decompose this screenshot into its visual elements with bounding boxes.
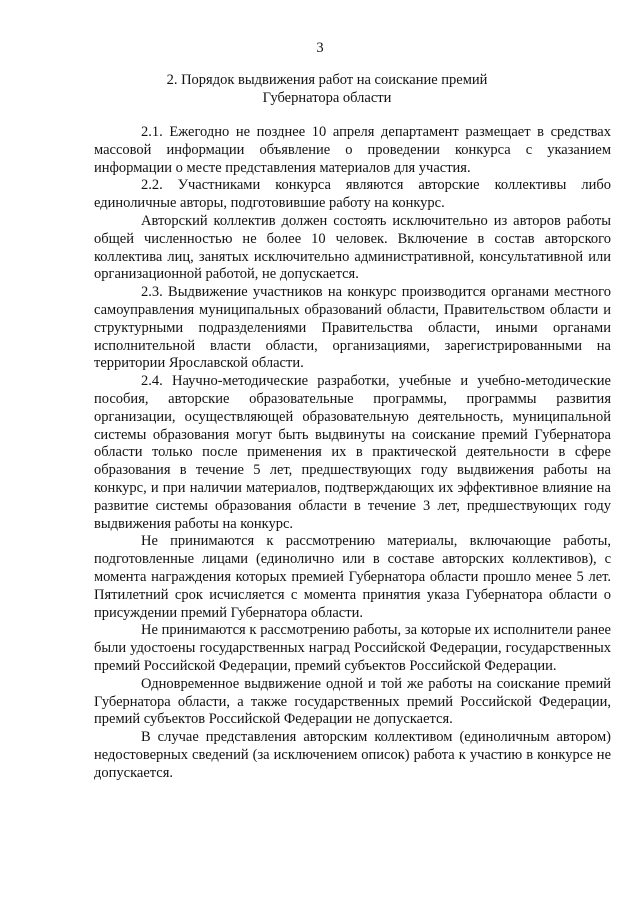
paragraph-simultaneous-nomination: Одновременное выдвижение одной и той же работы на соискание премий Губернатора области, а также государственных премий Российской Федерации, премий субъектов Российской Федерации не допускается. xyxy=(94,675,611,728)
section-body xyxy=(94,124,611,782)
paragraph-false-information: В случае представления авторским коллективом (единоличным автором) недостоверных сведений (за исключением описок) работа к участию в конкурсе не допускается. xyxy=(94,729,611,781)
section-title-line-1: 2. Порядок выдвижения работ на соискание премий xyxy=(166,72,488,88)
paragraph-2-1: 2.1. Ежегодно не позднее 10 апреля департамент размещает в средствах массовой информации объявление о проведении конкурса с указанием информации о месте представления материалов для участия. xyxy=(94,124,611,176)
paragraph-2-3: 2.3. Выдвижение участников на конкурс производится органами местного самоуправления муниципальных образований области, Правительством области и структурными подразделениями Правительства области, иными органами исполнительной власти области, организациями, зарегистрированными на территории Ярославской области. xyxy=(94,284,611,372)
paragraph-not-accepted-works: Не принимаются к рассмотрению работы, за которые их исполнители ранее были удостоены государственных наград Российской Федерации, государственных премий Российской Федерации, премий субъектов Российской Федерации. xyxy=(94,622,611,674)
paragraph-author-collective: Авторский коллектив должен состоять исключительно из авторов работы общей численностью не более 10 человек. Включение в состав авторского коллектива лиц, занятых исключительно административной, консультативной или организационной работой, не допускается. xyxy=(94,212,611,283)
paragraph-2-2: 2.2. Участниками конкурса являются авторские коллективы либо единоличные авторы, подготовившие работу на конкурс. xyxy=(94,177,611,212)
paragraph-not-accepted-materials: Не принимаются к рассмотрению материалы, включающие работы, подготовленные лицами (единолично или в составе авторских коллективов), с момента награждения которых премией Губернатора области прошло менее 5 лет. Пятилетний срок исчисляется с момента принятия указа Губернатора области о присуждении премий Губернатора области. xyxy=(94,533,611,621)
section-title xyxy=(96,72,558,108)
paragraph-2-4: 2.4. Научно-методические разработки, учебные и учебно-методические пособия, авторские образовательные программы, программы развития организации, осуществляющей образовательную деятельность, муниципальной системы образования могут быть выдвинуты на соискание премий Губернатора области только после применения их в практической деятельности в сфере образования в течение 5 лет, предшествующих году выдвижения работы на конкурс, и при наличии материалов, подтверждающих их эффективное влияние на развитие системы образования области в течение 3 лет, предшествующих году выдвижения работы на конкурс. xyxy=(94,373,611,532)
section-title-line-2: Губернатора области xyxy=(262,89,392,106)
page-number: 3 xyxy=(316,40,324,56)
